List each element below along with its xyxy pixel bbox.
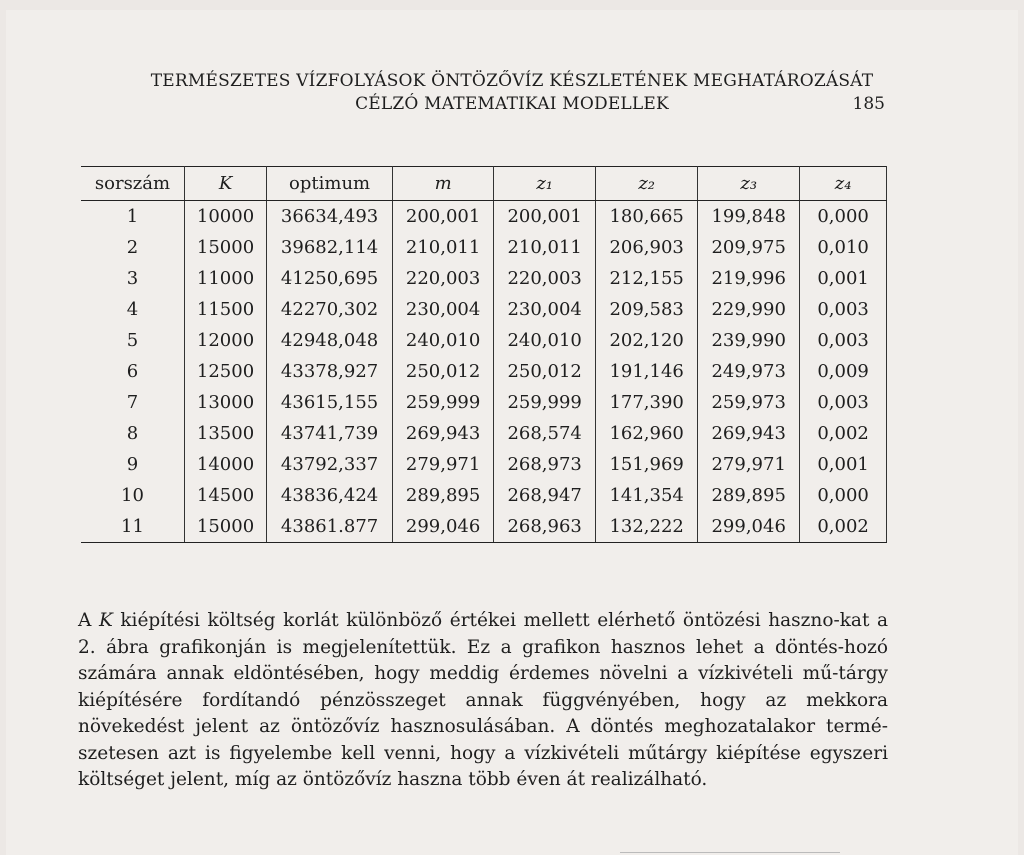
table-row	[81, 201, 887, 233]
cell-m: 299,046	[393, 511, 494, 543]
cell-sorszam: 9	[81, 449, 184, 480]
cell-z1: 268,574	[494, 418, 596, 449]
cell-m: 259,999	[393, 387, 494, 418]
cell-z1: 220,003	[494, 263, 596, 294]
cell-z3: 249,973	[698, 356, 800, 387]
cell-z4: 0,002	[800, 511, 887, 543]
cell-z2: 212,155	[596, 263, 698, 294]
cell-z4: 0,003	[800, 294, 887, 325]
cell-z3: 279,971	[698, 449, 800, 480]
cell-sorszam: 11	[81, 511, 184, 543]
column-header-z3: z₃	[698, 167, 800, 201]
cell-z4: 0,000	[800, 480, 887, 511]
cell-sorszam: 2	[81, 232, 184, 263]
cell-z2: 141,354	[596, 480, 698, 511]
header-line-1: TERMÉSZETES VÍZFOLYÁSOK ÖNTÖZŐVÍZ KÉSZLETÉNEK MEGHATÁROZÁSÁT	[150, 71, 874, 91]
cell-optimum: 43615,155	[267, 387, 393, 418]
table-row	[81, 356, 887, 387]
cell-m: 200,001	[393, 201, 494, 233]
column-header-m: m	[393, 167, 494, 201]
cell-optimum: 43378,927	[267, 356, 393, 387]
cell-z1: 268,963	[494, 511, 596, 543]
cell-z2: 209,583	[596, 294, 698, 325]
column-header-sorszam: sorszám	[81, 167, 184, 201]
cell-k: 14000	[184, 449, 266, 480]
cell-z1: 200,001	[494, 201, 596, 233]
column-header-optimum: optimum	[267, 167, 393, 201]
cell-optimum: 43792,337	[267, 449, 393, 480]
header-line-2: CÉLZÓ MATEMATIKAI MODELLEK	[355, 94, 669, 114]
cell-sorszam: 10	[81, 480, 184, 511]
cell-z1: 268,947	[494, 480, 596, 511]
cell-z4: 0,003	[800, 387, 887, 418]
cell-z4: 0,001	[800, 263, 887, 294]
cell-z2: 206,903	[596, 232, 698, 263]
cell-optimum: 41250,695	[267, 263, 393, 294]
cell-z2: 177,390	[596, 387, 698, 418]
cell-z4: 0,009	[800, 356, 887, 387]
cell-k: 12000	[184, 325, 266, 356]
cell-m: 289,895	[393, 480, 494, 511]
cell-z3: 229,990	[698, 294, 800, 325]
cell-z2: 162,960	[596, 418, 698, 449]
column-header-z4: z₄	[800, 167, 887, 201]
paragraph-start: A	[78, 610, 99, 631]
cell-z4: 0,010	[800, 232, 887, 263]
cell-optimum: 36634,493	[267, 201, 393, 233]
table-body	[81, 201, 887, 543]
cell-k: 14500	[184, 480, 266, 511]
body-paragraph	[78, 608, 888, 794]
cell-z3: 259,973	[698, 387, 800, 418]
cell-z3: 219,996	[698, 263, 800, 294]
cell-m: 230,004	[393, 294, 494, 325]
k-symbol: K	[98, 610, 113, 631]
cell-sorszam: 3	[81, 263, 184, 294]
cell-optimum: 42270,302	[267, 294, 393, 325]
cell-z1: 230,004	[494, 294, 596, 325]
cell-z3: 239,990	[698, 325, 800, 356]
cell-m: 250,012	[393, 356, 494, 387]
cell-k: 15000	[184, 232, 266, 263]
cell-z2: 191,146	[596, 356, 698, 387]
cell-optimum: 43836,424	[267, 480, 393, 511]
column-header-z1: z₁	[494, 167, 596, 201]
page-number: 185	[852, 94, 885, 114]
table-row	[81, 263, 887, 294]
cell-z2: 151,969	[596, 449, 698, 480]
cell-z2: 132,222	[596, 511, 698, 543]
cell-k: 11000	[184, 263, 266, 294]
cell-k: 13000	[184, 387, 266, 418]
cell-z1: 240,010	[494, 325, 596, 356]
paragraph-text: kiépítési költség korlát különböző értékei mellett elérhető öntözési haszno-kat a 2. ábra grafikonján is megjelenítettük. Ez a grafikon hasznos lehet a döntés-hozó számára annak eldöntésében, hogy meddig érdemes növelni a vízkivételi mű-tárgy kiépítésére fordítandó pénzösszeget annak függvényében, hogy az mekkora növekedést jelent az öntözővíz hasznosulásában. A döntés meghozatalakor termé-szetesen azt is figyelembe kell venni, hogy a vízkivételi műtárgy kiépítése egyszeri költséget jelent, míg az öntözővíz haszna több éven át realizálható.	[78, 610, 888, 790]
cell-z3: 199,848	[698, 201, 800, 233]
table-row	[81, 325, 887, 356]
table-row	[81, 387, 887, 418]
cell-optimum: 43741,739	[267, 418, 393, 449]
column-header-z2: z₂	[596, 167, 698, 201]
cell-m: 279,971	[393, 449, 494, 480]
table-row	[81, 418, 887, 449]
cell-z3: 289,895	[698, 480, 800, 511]
table-header-row	[81, 167, 887, 201]
cell-z4: 0,003	[800, 325, 887, 356]
cell-z3: 299,046	[698, 511, 800, 543]
cell-optimum: 43861.877	[267, 511, 393, 543]
cell-z3: 209,975	[698, 232, 800, 263]
cell-m: 240,010	[393, 325, 494, 356]
cell-z1: 250,012	[494, 356, 596, 387]
cell-z2: 180,665	[596, 201, 698, 233]
cell-optimum: 42948,048	[267, 325, 393, 356]
cell-z3: 269,943	[698, 418, 800, 449]
cell-z2: 202,120	[596, 325, 698, 356]
cell-k: 11500	[184, 294, 266, 325]
cell-sorszam: 4	[81, 294, 184, 325]
cell-z1: 210,011	[494, 232, 596, 263]
table-row	[81, 232, 887, 263]
cell-sorszam: 6	[81, 356, 184, 387]
cell-k: 13500	[184, 418, 266, 449]
cell-sorszam: 5	[81, 325, 184, 356]
bottom-rule	[620, 852, 840, 853]
table-row	[81, 294, 887, 325]
table-row	[81, 449, 887, 480]
cell-sorszam: 8	[81, 418, 184, 449]
cell-z4: 0,000	[800, 201, 887, 233]
cell-optimum: 39682,114	[267, 232, 393, 263]
cell-z1: 268,973	[494, 449, 596, 480]
cell-z4: 0,002	[800, 418, 887, 449]
column-header-k: K	[184, 167, 266, 201]
cell-sorszam: 1	[81, 201, 184, 233]
cell-k: 15000	[184, 511, 266, 543]
cell-z1: 259,999	[494, 387, 596, 418]
cell-k: 10000	[184, 201, 266, 233]
cell-m: 220,003	[393, 263, 494, 294]
cell-m: 269,943	[393, 418, 494, 449]
cell-sorszam: 7	[81, 387, 184, 418]
results-table	[81, 166, 887, 543]
table-row	[81, 480, 887, 511]
cell-z4: 0,001	[800, 449, 887, 480]
table-row	[81, 511, 887, 543]
cell-k: 12500	[184, 356, 266, 387]
cell-m: 210,011	[393, 232, 494, 263]
